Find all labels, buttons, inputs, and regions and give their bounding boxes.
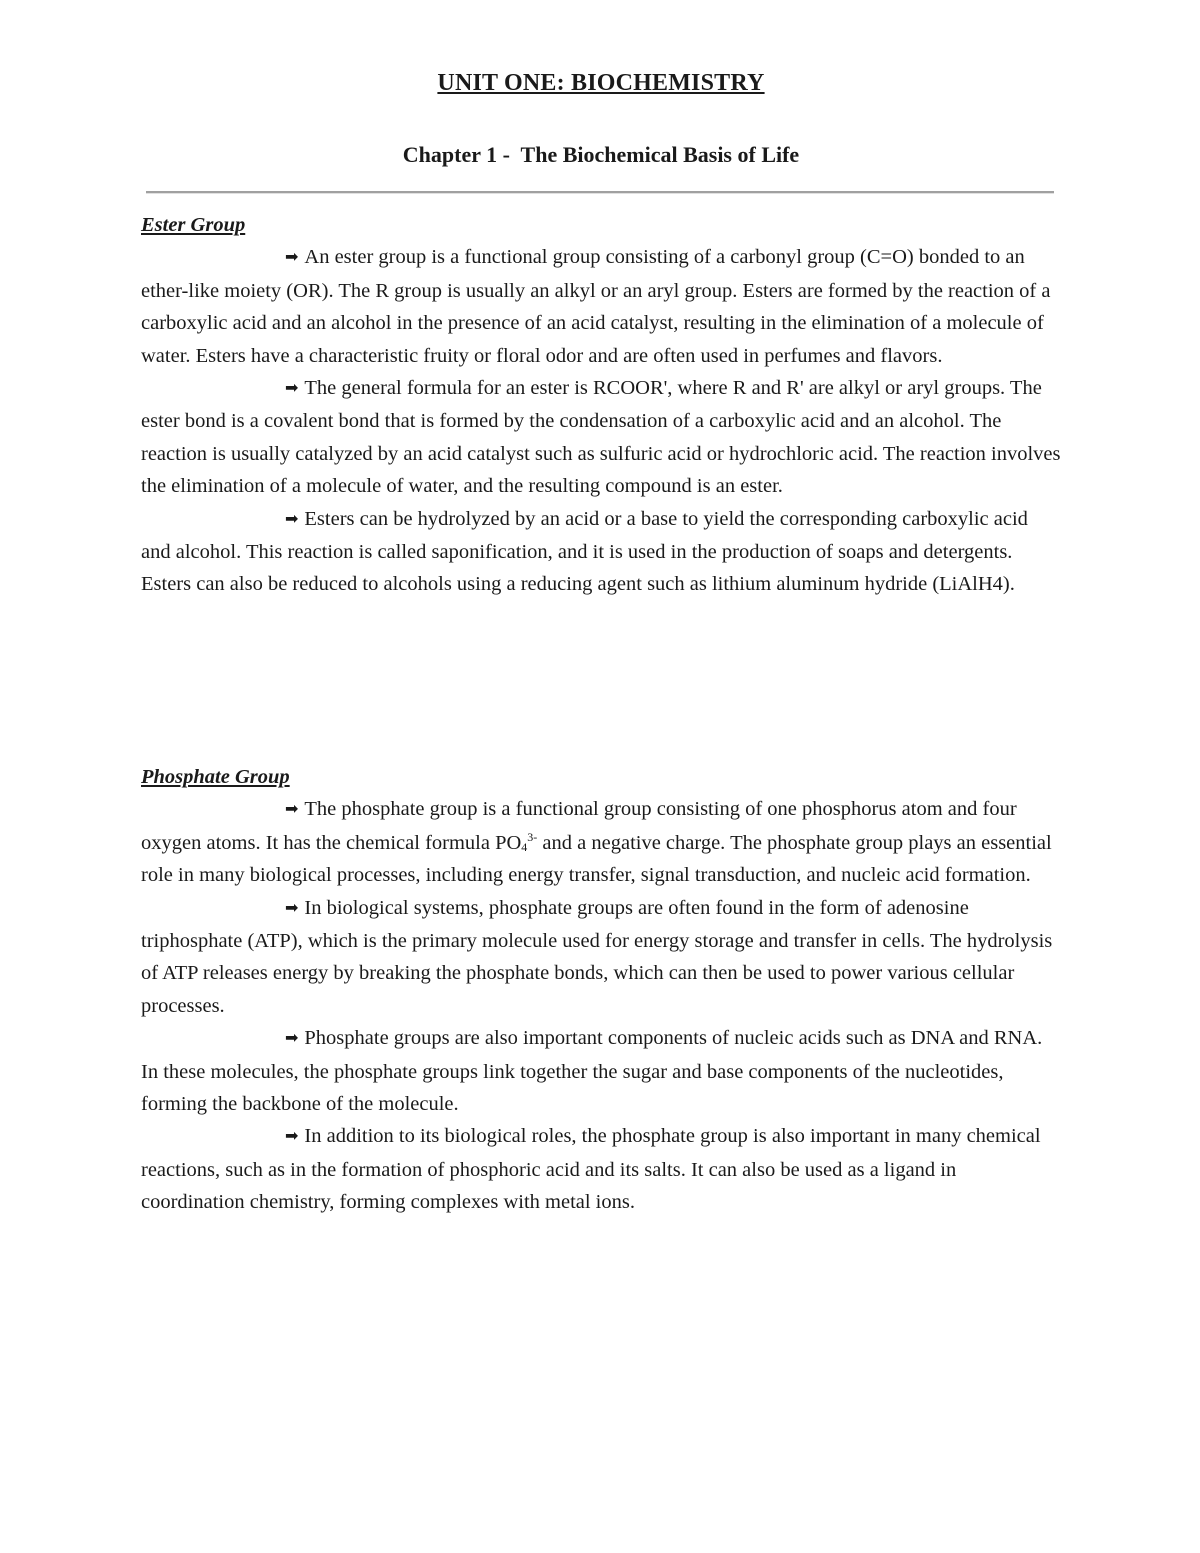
arrow-bullet-icon: ➡ — [285, 1126, 299, 1146]
ester-group-section — [141, 209, 1061, 601]
phosphate-paragraph-1-text-end: and a negative charge. The phosphate group plays an essential role in many biological processes, including energy transfer, signal transduction, and nucleic acid formation. — [141, 831, 1052, 887]
phosphate-paragraph-3-text: Phosphate groups are also important components of nucleic acids such as DNA and RNA. In these molecules, the phosphate groups link together the sugar and base components of the nucleotides, forming the backbone of the molecule. — [141, 1027, 1043, 1116]
ester-paragraph-3-text: Esters can be hydrolyzed by an acid or a base to yield the corresponding carboxylic acid and alcohol. This reaction is called saponification, and it is used in the production of soaps and detergents. Esters can also be reduced to alcohols using a reducing agent such as lithium aluminum hydride (LiAlH4). — [141, 507, 1028, 596]
phosphate-paragraph-2 — [141, 892, 1061, 1023]
phosphate-paragraph-4 — [141, 1120, 1061, 1218]
chapter-title: Chapter 1 - The Biochemical Basis of Life — [402, 142, 800, 167]
phosphate-paragraph-4-text: In addition to its biological roles, the phosphate group is also important in many chemical reactions, such as in the formation of phosphoric acid and its salts. It can also be used as a ligand in coordination chemistry, forming complexes with metal ions. — [141, 1125, 1041, 1214]
ester-paragraph-3 — [141, 503, 1061, 601]
arrow-bullet-icon: ➡ — [285, 247, 299, 267]
arrow-bullet-icon: ➡ — [285, 1028, 299, 1048]
ester-paragraph-1 — [141, 241, 1061, 372]
section-heading-phosphate: Phosphate Group — [141, 766, 290, 788]
formula-subscript: 4 — [521, 839, 528, 854]
arrow-bullet-icon: ➡ — [285, 378, 299, 398]
phosphate-paragraph-2-text: In biological systems, phosphate groups are often found in the form of adenosine triphosphate (ATP), which is the primary molecule used for energy storage and transfer in cells. The hydrolysis of ATP releases energy by breaking the phosphate bonds, which can then be used to power various cellular processes. — [141, 896, 1053, 1017]
ester-paragraph-2 — [141, 372, 1061, 503]
section-heading-ester: Ester Group — [141, 214, 246, 236]
phosphate-group-section — [141, 761, 1061, 1219]
formula-superscript: 3- — [527, 829, 538, 844]
arrow-bullet-icon: ➡ — [285, 897, 299, 917]
horizontal-divider — [146, 191, 1054, 194]
phosphate-paragraph-1-text-start: The phosphate group is a functional group consisting of one phosphorus atom and four oxygen atoms. It has the chemical formula PO — [141, 798, 1017, 854]
unit-title: UNIT ONE: BIOCHEMISTRY — [437, 70, 765, 96]
arrow-bullet-icon: ➡ — [285, 508, 299, 528]
phosphate-paragraph-3 — [141, 1022, 1061, 1120]
phosphate-paragraph-1 — [141, 793, 1061, 891]
ester-paragraph-1-text: An ester group is a functional group consisting of a carbonyl group (C=O) bonded to an ether-like moiety (OR). The R group is usually an alkyl or an aryl group. Esters are formed by the reaction of a carboxylic acid and an alcohol in the presence of an acid catalyst, resulting in the elimination of a molecule of water. Esters have a characteristic fruity or floral odor and are often used in perfumes and flavors. — [141, 246, 1051, 367]
ester-paragraph-2-text: The general formula for an ester is RCOOR', where R and R' are alkyl or aryl groups. The ester bond is a covalent bond that is formed by the condensation of a carboxylic acid and an alcohol. The reaction is usually catalyzed by an acid catalyst such as sulfuric acid or hydrochloric acid. The reaction involves the elimination of a molecule of water, and the resulting compound is an ester. — [141, 377, 1061, 498]
arrow-bullet-icon: ➡ — [285, 799, 299, 819]
